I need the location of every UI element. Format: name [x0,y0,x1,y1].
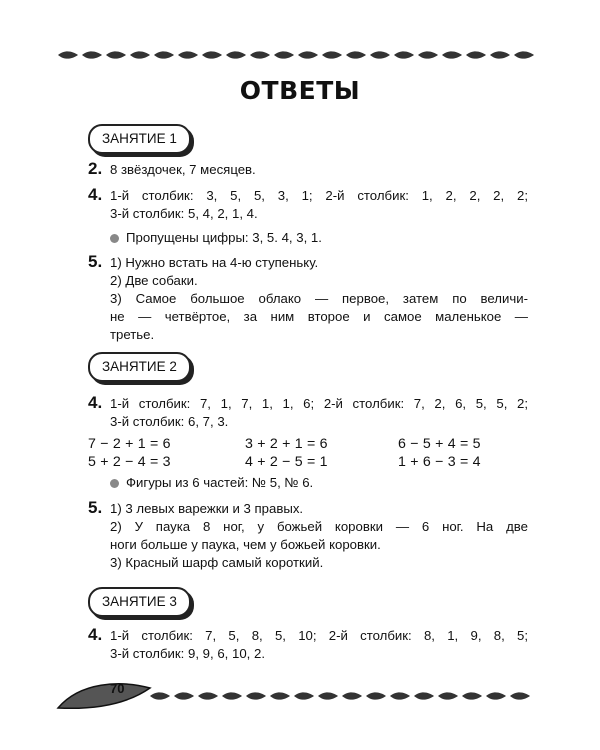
lesson-2-heading: ЗАНЯТИЕ 2 [88,352,191,382]
leaf-icon [222,692,242,699]
equation-row [88,435,528,453]
leaf-icon [342,692,362,699]
lesson-1-task-4-number: 4. [88,185,103,204]
leaf-border-top [0,44,600,66]
lesson-2-task-5-number: 5. [88,498,103,517]
leaf-icon [370,51,390,58]
leaf-icon [298,51,318,58]
leaf-icon [414,692,434,699]
leaf-icon [82,51,102,58]
lesson-1-task-5-line-4: не — четвёртое, за ним второе и самое маленькое — [110,309,528,324]
lesson-2-task-5-line-4: 3) Красный шарф самый короткий. [110,555,324,570]
lesson-2-task-4-line-1: 1-й столбик: 7, 1, 7, 1, 1, 6; 2-й столбик: 7, 2, 6, 5, 5, 2; [110,396,528,411]
bullet-icon [110,479,119,488]
leaf-icon [346,51,366,58]
lesson-1-task-4-line-2: 3-й столбик: 5, 4, 2, 1, 4. [110,206,258,221]
leaf-icon [154,51,174,58]
lesson-2-task-5-line-1: 1) 3 левых варежки и 3 правых. [110,501,304,516]
page-number: 70 [110,681,125,696]
leaf-icon [514,51,534,58]
leaf-icon [250,51,270,58]
leaf-icon [462,692,482,699]
leaf-icon [198,692,218,699]
lesson-1-task-5-line-3: 3) Самое большое облако — первое, затем по величи- [110,291,528,306]
leaf-icon [58,51,78,58]
leaf-icon [226,51,246,58]
leaf-icon [202,51,222,58]
lesson-3-task-4-line-1: 1-й столбик: 7, 5, 8, 5, 10; 2-й столбик: 8, 1, 9, 8, 5; [110,628,528,643]
leaf-icon [322,51,342,58]
equation: 5 + 2 − 4 = 3 [88,454,171,470]
lesson-1-task-2-number: 2. [88,159,103,178]
lesson-3-task-4-number: 4. [88,625,103,644]
leaf-icon [150,692,170,699]
lesson-1-task-4-line-1: 1-й столбик: 3, 5, 5, 3, 1; 2-й столбик: 1, 2, 2, 2, 2; [110,188,528,203]
equation: 1 + 6 − 3 = 4 [398,454,481,470]
leaf-icon [274,51,294,58]
lesson-2-task-5-line-2: 2) У паука 8 ног, у божьей коровки — 6 ног. На две [110,519,528,534]
lesson-2-task-4-line-2: 3-й столбик: 6, 7, 3. [110,414,229,429]
leaf-border-bottom [0,678,600,712]
leaf-icon [442,51,462,58]
page-title: ОТВЕТЫ [239,76,361,105]
lesson-1-task-5-line-5: третье. [110,327,155,342]
leaf-icon [174,692,194,699]
lesson-1-task-5-number: 5. [88,252,103,271]
leaf-icon [466,51,486,58]
bullet-icon [110,234,119,243]
lesson-3-heading: ЗАНЯТИЕ 3 [88,587,191,617]
lesson-1-task-4-bullet-text: Пропущены цифры: 3, 5. 4, 3, 1. [126,230,322,245]
lesson-1-task-5-line-1: 1) Нужно встать на 4-ю ступеньку. [110,255,319,270]
leaf-icon [510,692,530,699]
equation: 4 + 2 − 5 = 1 [245,454,328,470]
leaf-icon [390,692,410,699]
leaf-icon [486,692,506,699]
lesson-2-task-5-line-3: ноги больше у паука, чем у божьей коровки. [110,537,381,552]
leaf-icon [246,692,266,699]
equation-row [88,453,528,471]
equation: 6 − 5 + 4 = 5 [398,436,481,452]
equation: 3 + 2 + 1 = 6 [245,436,328,452]
lesson-2-task-4-bullet-text: Фигуры из 6 частей: № 5, № 6. [126,475,314,490]
lesson-2-task-4-number: 4. [88,393,103,412]
leaf-icon [394,51,414,58]
lesson-3-task-4-line-2: 3-й столбик: 9, 9, 6, 10, 2. [110,646,265,661]
page-number-leaf-icon [58,684,150,708]
leaf-icon [270,692,290,699]
leaf-icon [438,692,458,699]
leaf-icon [318,692,338,699]
lesson-1-task-5-line-2: 2) Две собаки. [110,273,198,288]
leaf-icon [418,51,438,58]
equation: 7 − 2 + 1 = 6 [88,436,171,452]
leaf-icon [294,692,314,699]
lesson-1-task-2-text: 8 звёздочек, 7 месяцев. [110,162,256,177]
leaf-icon [106,51,126,58]
leaf-icon [178,51,198,58]
lesson-1-heading: ЗАНЯТИЕ 1 [88,124,191,154]
leaf-icon [366,692,386,699]
leaf-icon [490,51,510,58]
leaf-icon [130,51,150,58]
